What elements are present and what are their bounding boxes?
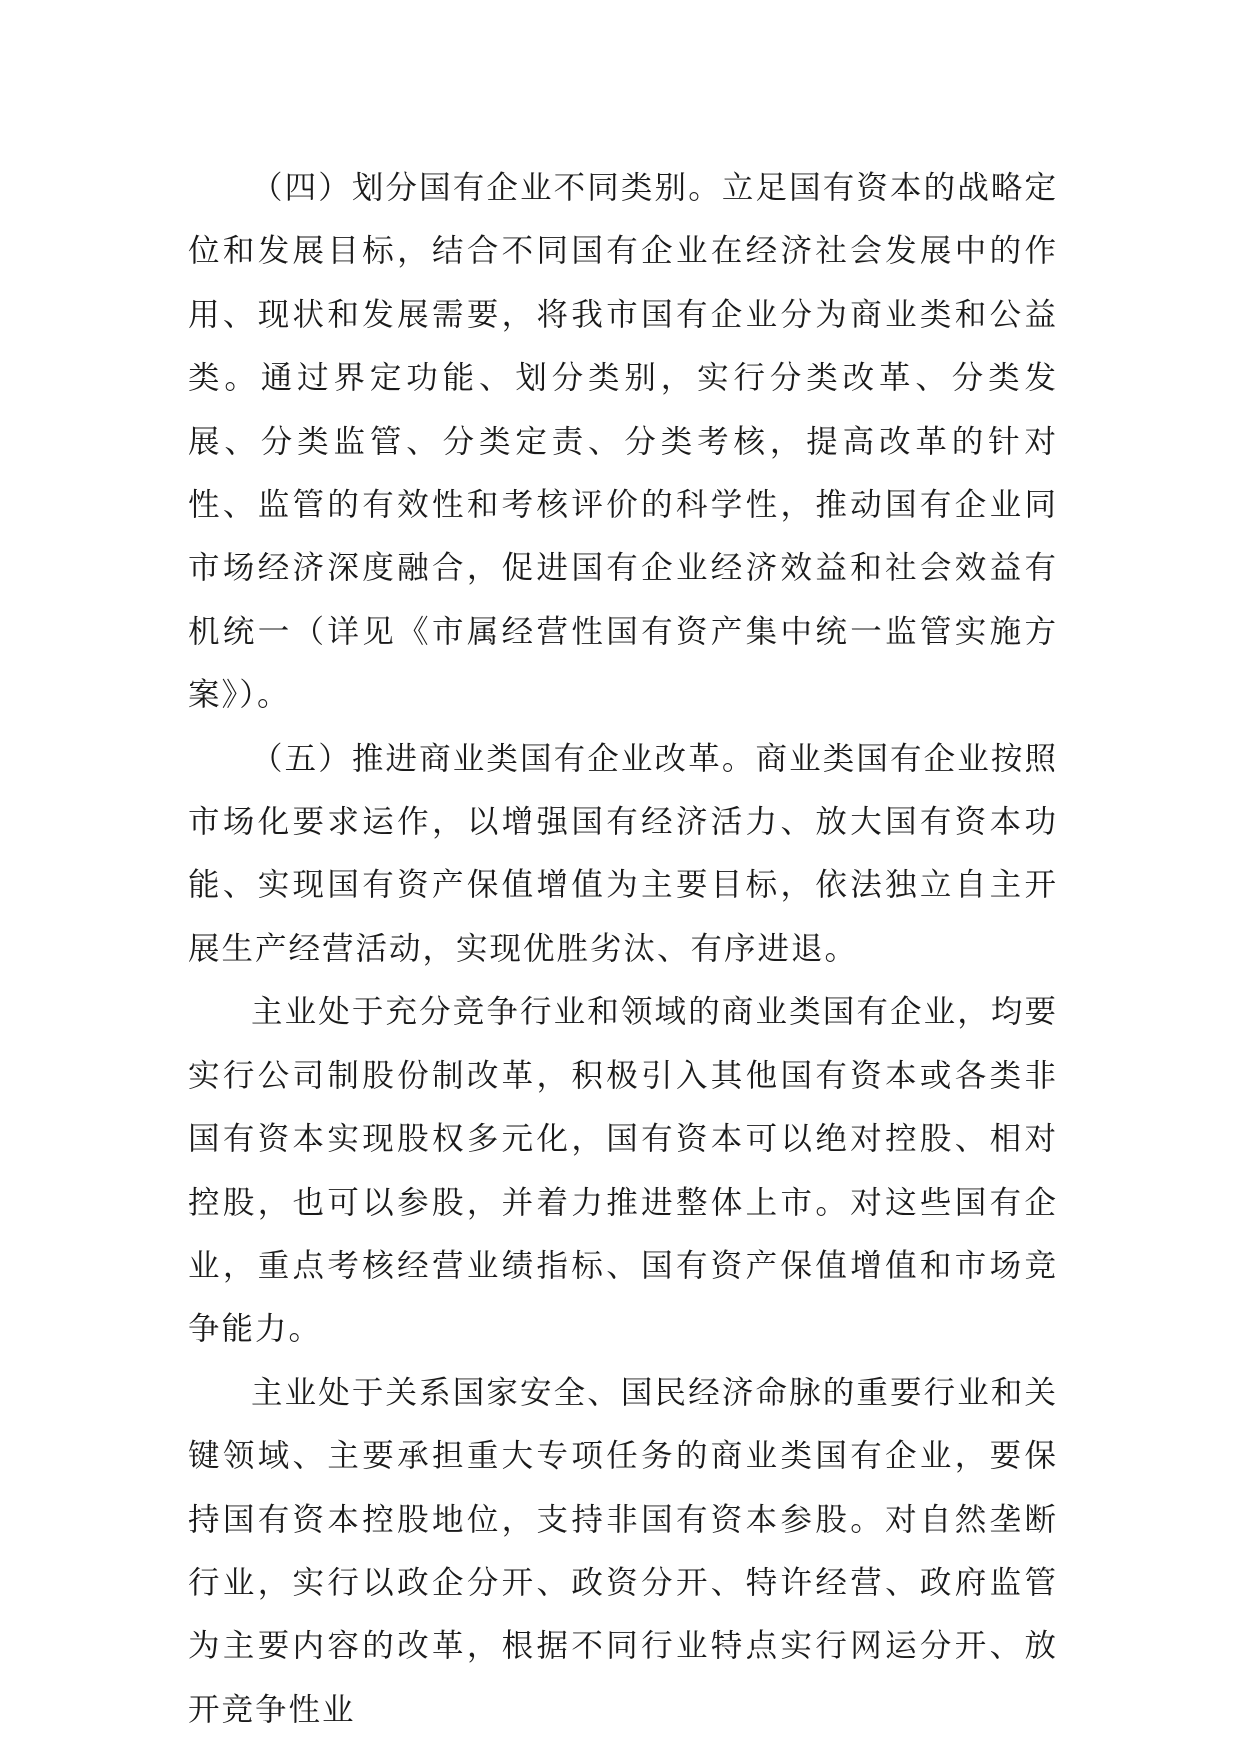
paragraph-section-5: （五）推进商业类国有企业改革。商业类国有企业按照市场化要求运作，以增强国有经济活力、放大国有资本功能、实现国有资产保值增值为主要目标，依法独立自主开展生产经营活动，实现优胜劣汰、有序进退。 bbox=[188, 740, 1058, 967]
paragraph-competitive-enterprises: 主业处于充分竞争行业和领域的商业类国有企业，均要实行公司制股份制改革，积极引入其他国有资本或各类非国有资本实现股权多元化，国有资本可以绝对控股、相对控股，也可以参股，并着力推进整体上市。对这些国有企业，重点考核经营业绩指标、国有资产保值增值和市场竞争能力。 bbox=[188, 994, 1058, 1348]
paragraph-strategic-enterprises: 主业处于关系国家安全、国民经济命脉的重要行业和关键领域、主要承担重大专项任务的商业类国有企业，要保持国有资本控股地位，支持非国有资本参股。对自然垄断行业，实行以政企分开、政资分开、特许经营、政府监管为主要内容的改革，根据不同行业特点实行网运分开、放开竞争性业 bbox=[188, 1374, 1058, 1728]
document-body bbox=[188, 157, 1058, 1742]
paragraph-section-4: （四）划分国有企业不同类别。立足国有资本的战略定位和发展目标，结合不同国有企业在经济社会发展中的作用、现状和发展需要，将我市国有企业分为商业类和公益类。通过界定功能、划分类别，实行分类改革、分类发展、分类监管、分类定责、分类考核，提高改革的针对性、监管的有效性和考核评价的科学性，推动国有企业同市场经济深度融合，促进国有企业经济效益和社会效益有机统一（详见《市属经营性国有资产集中统一监管实施方案》）。 bbox=[188, 170, 1058, 714]
